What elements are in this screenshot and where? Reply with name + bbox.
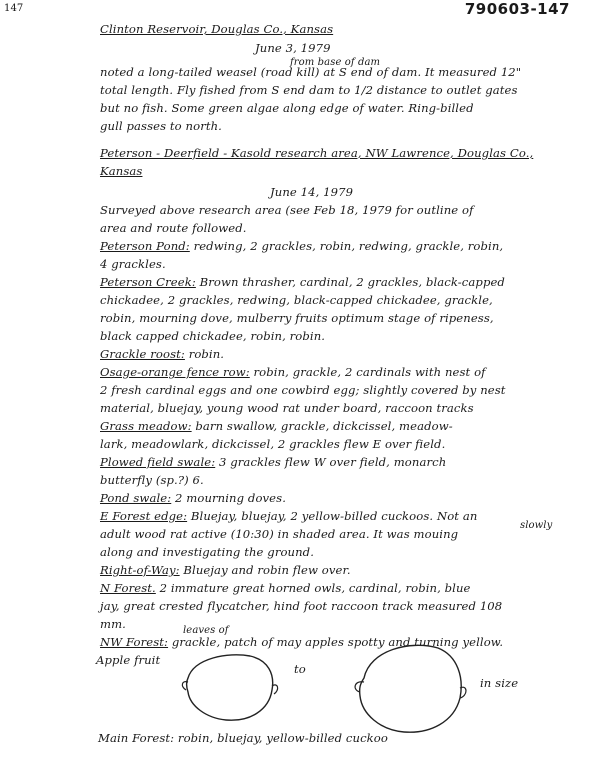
section-line: along and investigating the ground. [100, 545, 314, 559]
section-text: 2 mourning doves. [171, 491, 286, 505]
to-label: to [294, 662, 306, 676]
section-text: 3 grackles flew W over field, monarch [215, 455, 447, 469]
section-plowed-field-swale [100, 457, 446, 469]
section-peterson-creek [100, 277, 505, 289]
section-label: Pond swale: [100, 491, 172, 505]
section-e-forest-edge [100, 511, 477, 523]
section-label: Right-of-Way: [100, 563, 180, 577]
entry1-line: gull passes to north. [100, 119, 222, 133]
section-text: Brown thrasher, cardinal, 2 grackles, black-capped [195, 275, 505, 289]
section-text: redwing, 2 grackles, robin, redwing, grackle, robin, [189, 239, 504, 253]
section-line: chickadee, 2 grackles, redwing, black-capped chickadee, grackle, [100, 293, 493, 307]
section-line: robin, mourning dove, mulberry fruits optimum stage of ripeness, [100, 311, 494, 325]
section-label: E Forest edge: [100, 509, 188, 523]
section-text: 2 immature great horned owls, cardinal, robin, blue [155, 581, 471, 595]
document-number: 790603-147 [464, 0, 570, 18]
section-line: butterfly (sp.?) 6. [100, 473, 204, 487]
section-text: robin, grackle, 2 cardinals with nest of [249, 365, 486, 379]
entry1-line: noted a long-tailed weasel (road kill) at S end of dam. It measured 12" [100, 65, 522, 79]
section-label: Peterson Pond: [100, 239, 190, 253]
section-line: black capped chickadee, robin, robin. [100, 329, 326, 343]
section-line: mm. [100, 617, 126, 631]
section-line: 4 grackles. [100, 257, 166, 271]
entry1-date: June 3, 1979 [255, 41, 331, 55]
entry2-heading-line1: Peterson - Deerfield - Kasold research area, NW Lawrence, Douglas Co., [100, 146, 534, 160]
section-line: adult wood rat active (10:30) in shaded area. It was mouing [100, 527, 459, 541]
insertion-leaves-of: leaves of [183, 625, 229, 636]
section-text: grackle, patch of may apples spotty and turning yellow. [168, 635, 504, 649]
large-fruit-sketch [350, 638, 470, 738]
section-label: NW Forest: [100, 635, 169, 649]
section-grackle-roost [100, 349, 224, 361]
section-label: N Forest. [100, 581, 156, 595]
entry1-heading: Clinton Reservoir, Douglas Co., Kansas [100, 22, 334, 36]
entry1-line: total length. Fly fished from S end dam to 1/2 distance to outlet gates [100, 83, 518, 97]
section-label: Grackle roost: [100, 347, 185, 361]
section-n-forest [100, 583, 471, 595]
section-text: barn swallow, grackle, dickcissel, meadow- [191, 419, 453, 433]
section-right-of-way [100, 565, 351, 577]
insertion-slowly: slowly [520, 520, 553, 531]
page-id-left: 147 [4, 3, 24, 14]
in-size-label: in size [480, 676, 519, 690]
section-label: Peterson Creek: [100, 275, 196, 289]
section-label: Plowed field swale: [100, 455, 216, 469]
section-text: Bluejay, bluejay, 2 yellow-billed cuckoos. Not an [187, 509, 478, 523]
section-label: Osage-orange fence row: [100, 365, 250, 379]
entry2-intro-line: Surveyed above research area (see Feb 18, 1979 for outline of [100, 203, 474, 217]
entry1-line: but no fish. Some green algae along edge of water. Ring-billed [100, 101, 474, 115]
section-osage-orange [100, 367, 486, 379]
section-line: lark, meadowlark, dickcissel, 2 grackles flew E over field. [100, 437, 446, 451]
section-grass-meadow [100, 421, 453, 433]
section-line: 2 fresh cardinal eggs and one cowbird egg; slightly covered by nest [100, 383, 506, 397]
section-line: jay, great crested flycatcher, hind foot raccoon track measured 108 [100, 599, 503, 613]
entry2-intro-line: area and route followed. [100, 221, 247, 235]
entry1-insertion: from base of dam [290, 57, 381, 68]
section-line: material, bluejay, young wood rat under board, raccoon tracks [100, 401, 474, 415]
section-peterson-pond [100, 241, 503, 253]
small-fruit-sketch [180, 650, 280, 730]
section-pond-swale [100, 493, 286, 505]
section-text: Bluejay and robin flew over. [179, 563, 351, 577]
entry2-date: June 14, 1979 [270, 185, 354, 199]
section-text: robin. [184, 347, 225, 361]
main-forest-line: Main Forest: robin, bluejay, yellow-billed cuckoo [98, 731, 388, 745]
section-label: Grass meadow: [100, 419, 192, 433]
entry2-heading [100, 148, 533, 160]
apple-fruit-label: Apple fruit [96, 653, 161, 667]
entry2-heading-line2: Kansas [100, 164, 143, 178]
